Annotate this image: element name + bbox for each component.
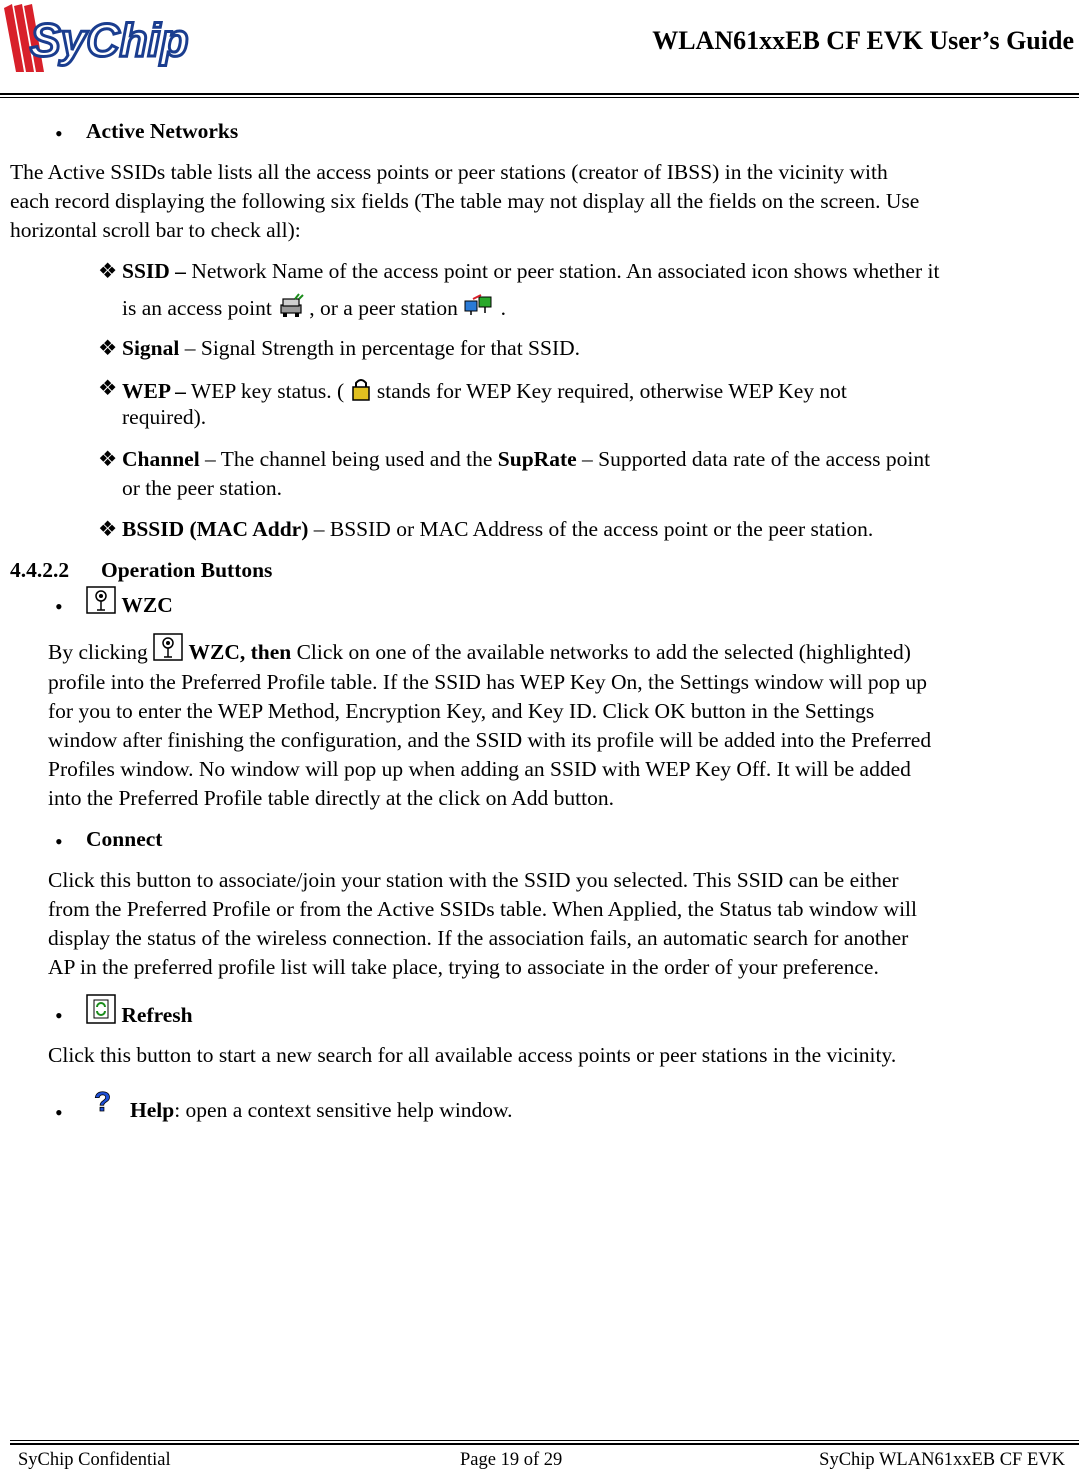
field-signal: Signal – Signal Strength in percentage for that SSID. (122, 336, 581, 360)
section-number: 4.4.2.2 (10, 558, 70, 582)
logo-icon (2, 2, 232, 74)
bullet-icon: • (55, 594, 63, 619)
bullet-icon: • (55, 1100, 63, 1125)
section-heading-active-networks: Active Networks (86, 119, 239, 143)
diamond-bullet-icon: ❖ (98, 259, 118, 283)
paragraph-line: from the Preferred Profile or from the Active SSIDs table. When Applied, the Status tab window will (48, 897, 917, 921)
field-channel: Channel – The channel being used and the SupRate – Supported data rate of the access point (122, 447, 931, 471)
bullet-icon: • (55, 829, 63, 854)
refresh-description: Click this button to start a new search for all available access points or peer stations in the vicinity. (48, 1043, 897, 1067)
diamond-bullet-icon: ❖ (98, 447, 118, 471)
paragraph-line: AP in the preferred profile list will take place, trying to associate in the order of your preference. (48, 955, 879, 979)
field-wep: WEP – WEP key status. ( stands for WEP Key required, otherwise WEP Key not (122, 376, 847, 404)
diamond-bullet-icon: ❖ (98, 517, 118, 541)
paragraph-line: Click this button to associate/join your station with the SSID you selected. This SSID can be either (48, 868, 899, 892)
help-description: Help: open a context sensitive help window. (130, 1098, 513, 1122)
paragraph-line: horizontal scroll bar to check all): (10, 218, 301, 242)
paragraph-line: display the status of the wireless connection. If the association fails, an automatic search for another (48, 926, 909, 950)
svg-text:?: ? (94, 1086, 112, 1116)
field-bssid: BSSID (MAC Addr) – BSSID or MAC Address of the access point or the peer station. (122, 517, 874, 541)
connect-heading: Connect (86, 827, 163, 851)
bullet-icon: • (55, 1003, 63, 1028)
help-icon (88, 1086, 118, 1116)
document-title: WLAN61xxEB CF EVK User’s Guide (652, 26, 1074, 55)
paragraph-line: for you to enter the WEP Method, Encryption Key, and Key ID. Click OK button in the Settings (48, 699, 875, 723)
peer-station-icon (463, 293, 495, 319)
refresh-heading: Refresh (86, 994, 193, 1028)
access-point-icon (277, 293, 309, 319)
logo-text: SyChip (30, 14, 189, 66)
paragraph-line: The Active SSIDs table lists all the access points or peer stations (creator of IBSS) in the vicinity with (10, 160, 888, 184)
paragraph-line: each record displaying the following six fields (The table may not display all the fields on the screen. Use (10, 189, 920, 213)
footer-rule (10, 1443, 1079, 1445)
footer-right: SyChip WLAN61xxEB CF EVK (819, 1450, 1065, 1470)
header-rule-thin (0, 97, 1079, 98)
paragraph-line: profile into the Preferred Profile table. If the SSID has WEP Key On, the Settings window will pop up (48, 670, 927, 694)
field-wep-line2: required). (122, 405, 207, 429)
wzc-icon (86, 586, 116, 614)
bullet-icon: • (55, 121, 63, 146)
paragraph-line: into the Preferred Profile table directly at the click on Add button. (48, 786, 615, 810)
wzc-heading: WZC (86, 586, 173, 618)
section-heading-operation-buttons: Operation Buttons (101, 558, 273, 582)
refresh-icon (86, 994, 116, 1024)
header-rule (0, 93, 1079, 95)
field-channel-line2: or the peer station. (122, 476, 283, 500)
paragraph-line: Profiles window. No window will pop up when adding an SSID with WEP Key Off. It will be added (48, 757, 911, 781)
footer-page-number: Page 19 of 29 (460, 1450, 563, 1470)
footer-left: SyChip Confidential (18, 1450, 171, 1470)
field-ssid: SSID – Network Name of the access point or peer station. An associated icon shows whether it (122, 259, 940, 283)
wzc-icon (153, 633, 183, 661)
lock-icon (350, 376, 372, 402)
diamond-bullet-icon: ❖ (98, 336, 118, 360)
wzc-description-line1: By clicking WZC, then Click on one of the available networks to add the selected (highlighted) (48, 633, 911, 665)
paragraph-line: window after finishing the configuration, and the SSID with its profile will be added into the Preferred (48, 728, 932, 752)
diamond-bullet-icon: ❖ (98, 376, 118, 400)
field-ssid-line2: is an access point , or a peer station . (122, 293, 506, 321)
footer-rule-thin (10, 1440, 1079, 1441)
